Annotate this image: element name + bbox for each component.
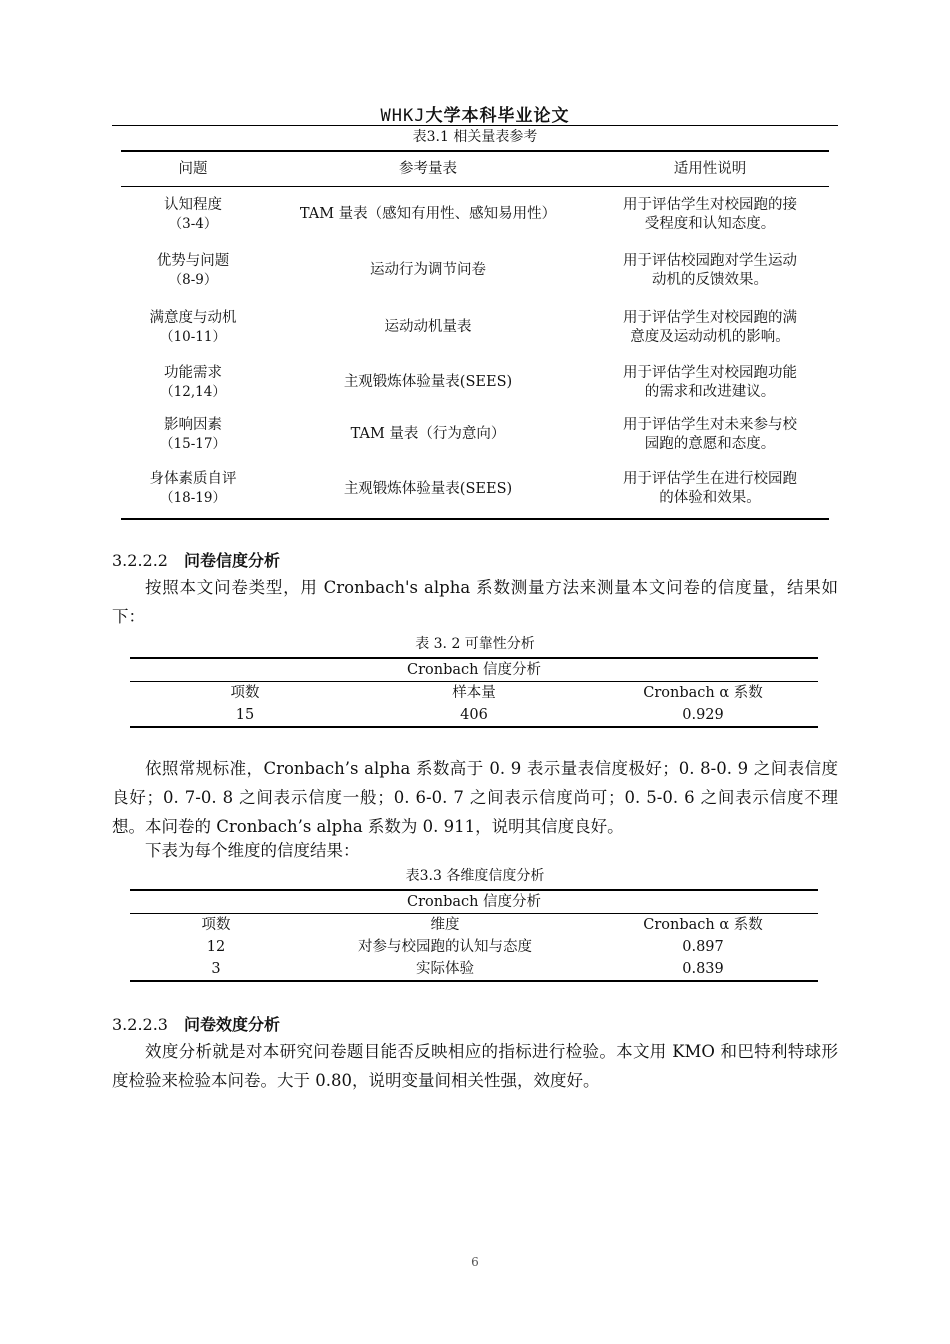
paragraph-validity: 效度分析就是对本研究问卷题目能否反映相应的指标进行检验。本文用 KMO 和巴特利特球形度检验来检验本问卷。大于 0.80，说明变量间相关性强，效度好。 (112, 1042, 838, 1090)
paragraph-method: 按照本文问卷类型，用 Cronbach's alpha 系数测量方法来测量本文问卷的信度量，结果如下： (112, 578, 838, 626)
table-row (130, 704, 818, 727)
table1-cell-note (591, 299, 829, 357)
topic-items: （18-19） (160, 490, 226, 506)
header-title: 大学本科毕业论文 (425, 106, 570, 126)
note-line: 园跑的意愿和态度。 (644, 435, 776, 452)
table-row (121, 243, 829, 299)
section-title: 问卷信度分析 (183, 551, 280, 570)
table1-header-scale: 参考量表 (265, 151, 591, 187)
topic-name: 功能需求 (164, 364, 222, 381)
table1-cell-scale: TAM 量表（行为意向） (350, 426, 506, 442)
table2-header-alpha: Cronbach α 系数 (643, 684, 763, 701)
table1-cell-topic (121, 357, 265, 409)
page-number: 6 (471, 1255, 479, 1269)
section-number: 3.2.2.3 (112, 1015, 168, 1034)
table-row (121, 409, 829, 461)
table2-title: Cronbach 信度分析 (130, 658, 818, 682)
table3-header-alpha: Cronbach α 系数 (643, 916, 763, 933)
table1-cell-topic (121, 243, 265, 299)
table1-cell-scale: TAM 量表（感知有用性、感知易用性） (299, 206, 557, 223)
note-line: 用于评估学生在进行校园跑 (623, 471, 797, 487)
table1-cell-note (591, 461, 829, 519)
table3-title: Cronbach 信度分析 (130, 890, 818, 914)
table3-dimension-reliability (130, 889, 818, 982)
table1-cell-scale: 主观锻炼体验量表(SEES) (265, 461, 591, 519)
table3-header-dimension: 维度 (430, 916, 460, 933)
note-line: 受程度和认知态度。 (644, 215, 776, 232)
table2-header-items: 项数 (230, 684, 260, 701)
table1-cell-scale: 主观锻炼体验量表(SEES) (343, 374, 513, 390)
table2-cell-items: 15 (130, 704, 360, 727)
topic-items: （3-4） (168, 215, 218, 232)
table3-cell-alpha: 0.897 (682, 938, 724, 955)
table2-cell-sample: 406 (360, 704, 588, 727)
note-line: 用于评估学生对校园跑的接 (623, 196, 797, 213)
table3-cell-dimension: 对参与校园跑的认知与态度 (358, 938, 532, 955)
table1-cell-note (591, 243, 829, 299)
note-line: 的需求和改进建议。 (644, 383, 776, 400)
table-row (121, 357, 829, 409)
table2-caption: 表 3. 2 可靠性分析 (415, 636, 535, 652)
table2-cell-alpha: 0.929 (588, 704, 818, 727)
topic-name: 影响因素 (164, 416, 222, 433)
table2-title-row (130, 658, 818, 682)
topic-items: （12,14） (160, 383, 226, 400)
table2-header-sample: 样本量 (452, 684, 496, 701)
running-header (0, 101, 950, 126)
table-row (121, 299, 829, 357)
table-row (121, 461, 829, 519)
topic-name: 身体素质自评 (149, 471, 237, 487)
table3-cell-items: 12 (206, 938, 226, 955)
table1-reference-scales (121, 150, 829, 520)
table1-header-row (121, 151, 829, 187)
header-school-code: WHKJ (380, 106, 426, 126)
note-line: 意度及运动动机的影响。 (630, 328, 790, 345)
table-row (130, 936, 818, 958)
note-line: 用于评估学生对校园跑功能 (623, 364, 797, 381)
topic-name: 认知程度 (164, 196, 222, 213)
table1-header-topic: 问题 (121, 151, 265, 187)
table3-header-items: 项数 (201, 916, 231, 933)
section-heading-reliability (112, 548, 280, 571)
table1-cell-note (591, 357, 829, 409)
table1-cell-topic (121, 409, 265, 461)
section-title: 问卷效度分析 (183, 1015, 280, 1034)
table-row (121, 187, 829, 243)
table1-cell-scale: 运动行为调节问卷 (370, 262, 486, 278)
topic-items: （8-9） (168, 271, 218, 288)
table1-cell-topic (121, 461, 265, 519)
paragraph-dimension-intro: 下表为每个维度的信度结果： (145, 841, 360, 860)
table1-cell-note (591, 409, 829, 461)
topic-name: 满意度与动机 (149, 309, 237, 326)
table1-cell-scale: 运动动机量表 (384, 319, 472, 335)
table2-reliability (130, 657, 818, 728)
table1-cell-note (591, 187, 829, 243)
topic-name: 优势与问题 (156, 252, 230, 269)
topic-items: （15-17） (160, 435, 226, 452)
paragraph-interpretation: 依照常规标准，Cronbach’s alpha 系数高于 0. 9 表示量表信度极好；0. 8-0. 9 之间表信度良好；0. 7-0. 8 之间表示信度一般；0. 6-0. 7 之间表示信度尚可；0. 5-0. 6 之间表示信度不理想。本问卷的 Cronbach’s alpha 系数为 0. 911，说明其信度良好。 (112, 759, 838, 836)
table1-caption: 表3.1 相关量表参考 (412, 129, 538, 145)
table1-cell-topic (121, 187, 265, 243)
table3-cell-items: 3 (130, 958, 302, 981)
table1-header-note: 适用性说明 (591, 151, 829, 187)
note-line: 用于评估校园跑对学生运动 (623, 252, 797, 269)
table1-cell-topic (121, 299, 265, 357)
table-row (130, 958, 818, 981)
table3-header-row (130, 914, 818, 937)
table3-title-row (130, 890, 818, 914)
table2-header-row (130, 682, 818, 705)
section-heading-validity (112, 1012, 280, 1035)
table3-cell-dimension: 实际体验 (302, 958, 588, 981)
note-line: 用于评估学生对校园跑的满 (623, 309, 797, 326)
note-line: 动机的反馈效果。 (652, 271, 768, 288)
note-line: 用于评估学生对未来参与校 (623, 416, 797, 433)
topic-items: （10-11） (160, 328, 226, 345)
note-line: 的体验和效果。 (659, 490, 761, 506)
table3-caption: 表3.3 各维度信度分析 (405, 868, 545, 884)
table3-cell-alpha: 0.839 (588, 958, 818, 981)
section-number: 3.2.2.2 (112, 551, 168, 570)
